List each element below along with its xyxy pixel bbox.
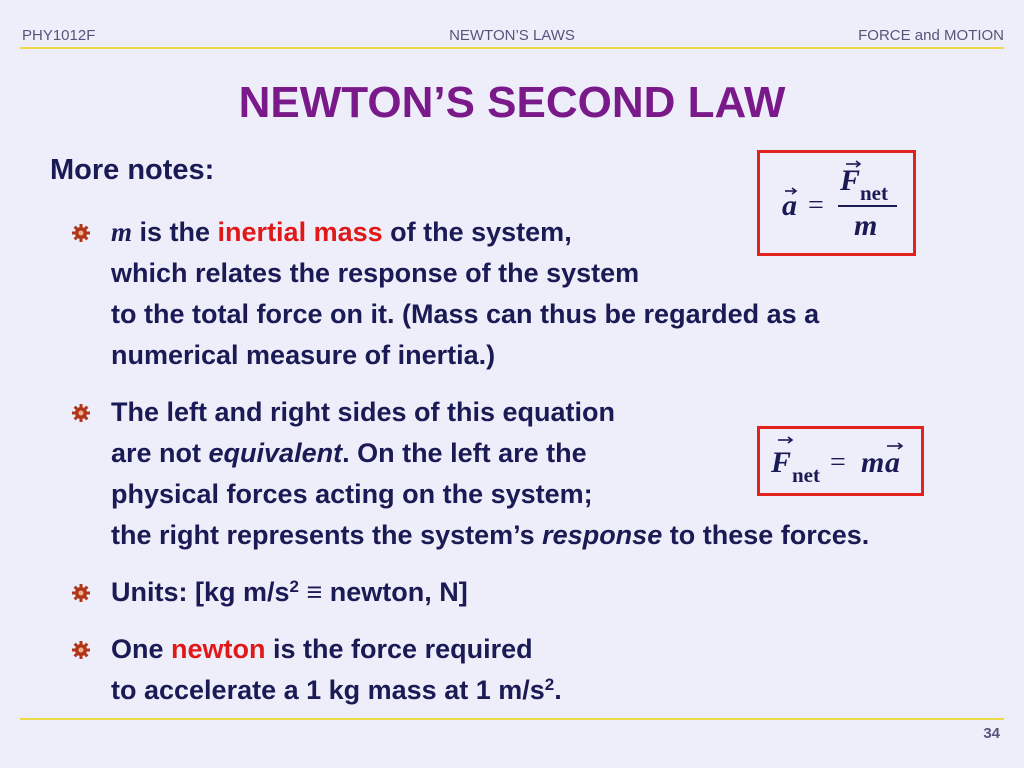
acceleration-exponent: 2 (544, 675, 555, 694)
formula-box-second-law (757, 426, 924, 496)
equivalence-symbol: ≡ (299, 577, 330, 607)
bullet-gear-icon (71, 223, 91, 243)
formula-lhs-a: a (782, 189, 797, 222)
formula-equals: = (830, 447, 846, 478)
formula-box-acceleration (757, 150, 916, 256)
formula-numerator-sub: net (860, 181, 888, 205)
bullet-1-text-b: of the system, (382, 217, 572, 247)
equivalent-emphasis: equivalent (208, 438, 343, 468)
formula-denominator-m: m (854, 209, 878, 242)
bullet-2-text-d: to these forces. (662, 520, 870, 550)
formula-equals: = (808, 190, 824, 221)
section-label: FORCE and MOTION (858, 27, 1004, 44)
second-law-formula (760, 429, 921, 493)
bullet-4-text-b: is the force required (265, 634, 533, 664)
bullet-4-text-a: One (111, 634, 172, 664)
slide-title: NEWTON’S SECOND LAW (238, 78, 786, 127)
slide-subtitle: More notes: (50, 154, 215, 186)
bullet-3-line-1 (111, 572, 468, 613)
newton-highlight: newton (171, 634, 266, 664)
response-emphasis: response (542, 520, 663, 550)
bullet-1-line-4: numerical measure of inertia.) (111, 340, 496, 370)
bullet-2-line-4 (111, 515, 869, 556)
bullet-2-line-3: physical forces acting on the system; (111, 479, 593, 509)
bullet-gear-icon (71, 403, 91, 423)
bullet-4-text-d: . (554, 675, 562, 705)
bullet-gear-icon (71, 583, 91, 603)
bullet-gear-icon (71, 640, 91, 660)
formula-numerator-f: F (840, 164, 861, 197)
bullet-4-line-1 (111, 629, 533, 670)
course-code: PHY1012F (22, 27, 96, 44)
bullet-1-text-a: is the (132, 217, 218, 247)
acceleration-formula (760, 153, 913, 253)
bullet-4-text-c: to accelerate a 1 kg mass at 1 m/s (111, 675, 545, 705)
formula-lhs-f: F (771, 446, 792, 479)
bullet-4-line-2 (111, 670, 562, 711)
formula-rhs-a: a (885, 446, 900, 479)
topic-label: NEWTON’S LAWS (449, 27, 575, 44)
bullet-2-text-a: are not (111, 438, 209, 468)
bullet-1-line-3: to the total force on it. (Mass can thus be regarded as a (111, 299, 820, 329)
bullet-2-line-1: The left and right sides of this equation (111, 397, 616, 427)
inertial-mass-symbol: m (111, 217, 133, 247)
bullet-2-text-c: the right represents the system’s (111, 520, 543, 550)
bullet-1-line-2: which relates the response of the system (111, 258, 640, 288)
bullet-1-line-1 (111, 212, 572, 253)
units-text-a: Units: [kg m/s (111, 577, 290, 607)
formula-rhs-m: m (861, 446, 885, 479)
bullet-2-text-b: . On the left are the (342, 438, 587, 468)
page-number: 34 (983, 725, 1000, 742)
footer-divider (20, 718, 1004, 720)
units-exponent: 2 (289, 577, 299, 596)
units-text-b: newton, N] (329, 577, 468, 607)
inertial-mass-highlight: inertial mass (217, 217, 383, 247)
header-divider (20, 47, 1004, 49)
bullet-2-line-2 (111, 433, 587, 474)
formula-lhs-sub: net (792, 463, 820, 487)
